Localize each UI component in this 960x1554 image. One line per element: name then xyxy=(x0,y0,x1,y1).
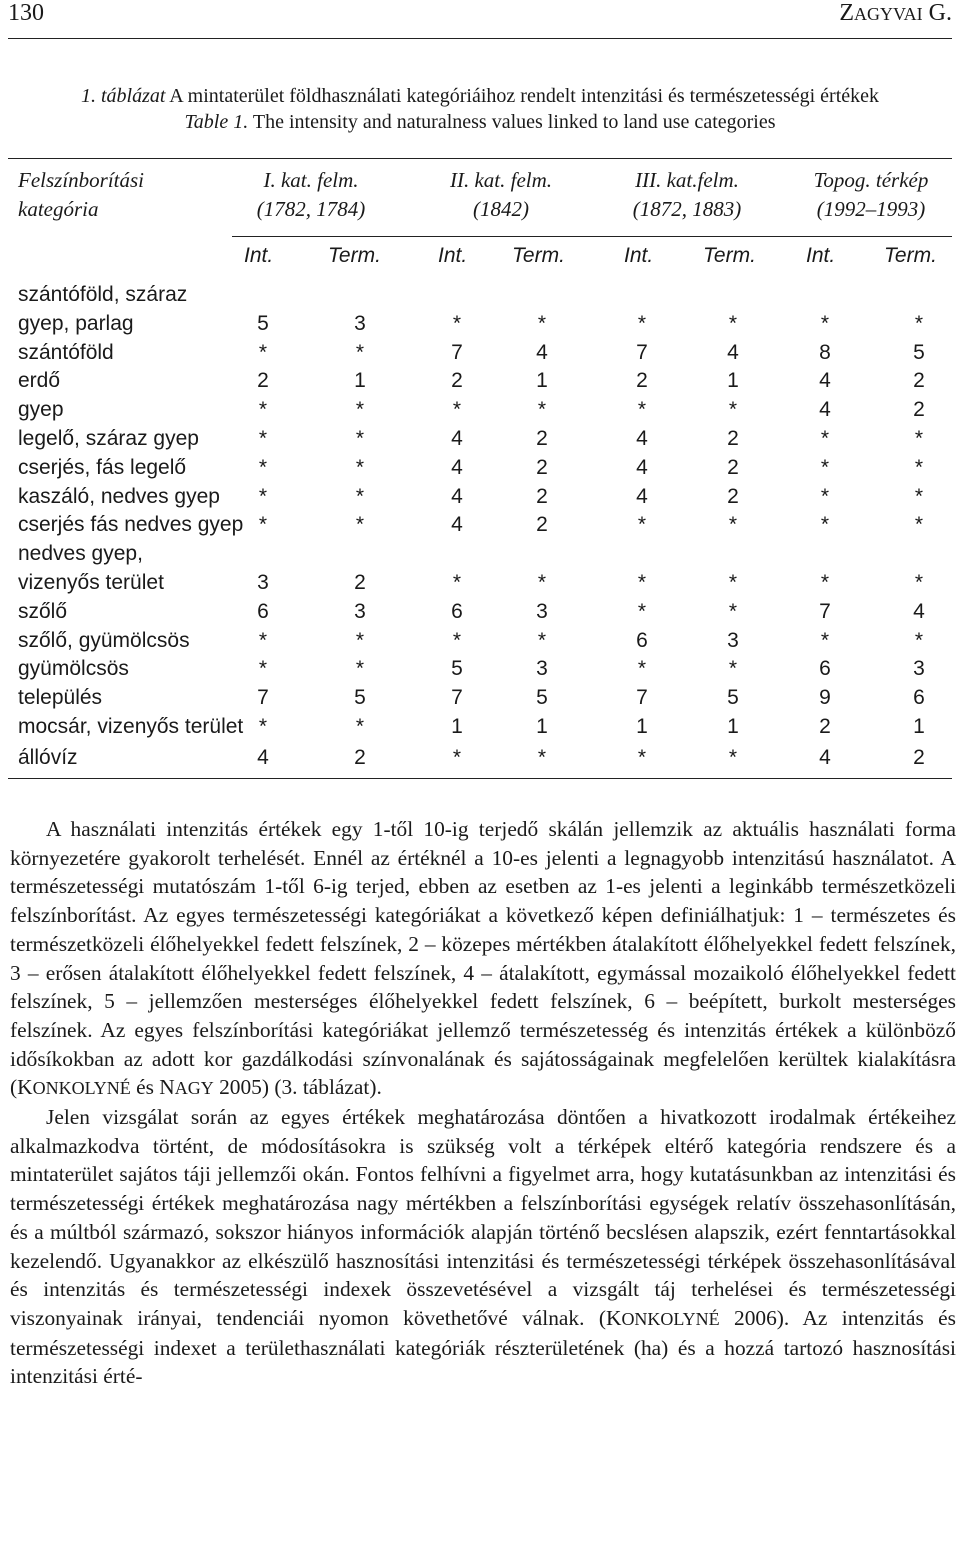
row-label: vizenyős terület xyxy=(18,571,164,594)
table-cell: 3 xyxy=(727,628,739,652)
table-cell: * xyxy=(728,745,738,769)
table-cell: * xyxy=(914,484,924,508)
category-header-line2: kategória xyxy=(18,197,99,221)
period-3-title: III. kat.felm. xyxy=(635,168,739,192)
table-cell: * xyxy=(355,657,365,681)
table-cell: 3 xyxy=(354,311,366,335)
table-cell: 2 xyxy=(913,369,925,393)
table-cell: * xyxy=(728,571,738,594)
table-cell: 9 xyxy=(819,686,831,710)
paragraph-1-text: A használati intenzitás értékek egy 1-től 10-ig terjedő skálán jellemzik az aktuális használati forma környezetére gyakorolt terhelését. Ennél az értéknél a 10-es jelenti a legnagyobb intenzitású használatot. A természetességi mutatószám 1-től 6-ig terjed, ebben az esetben az 1-es jelenti a leginkább természetközeli felszínborítást. Az egyes természetességi kategóriákat a következő képen definiálhatjuk: 1 – természetes és természetközeli élőhelyekkel fedett felszínek, 2 – közepes mértékben átalakított élőhelyekkel fedett felszínek, 3 – erősen átalakított élőhelyekkel fedett felszínek, 4 – átalakított, egymással mozaikoló élőhelyekkel fedett felszínek, 5 – jellemzően mesterséges élőhelyekkel fedett felszínek, 6 – beépített, burkolt mesterséges felszínek. Az egyes felszínborítási kategóriákat jellemző természetesség és intenzitás értékek a különböző idősíkokban az adott kor gazdálkodási színvonalának és sajátosságainak megfelelően kerültek kialakításra ( xyxy=(10,817,956,1100)
author-smallcaps: AGYVAI xyxy=(853,4,923,24)
ref-author-1-initial: K xyxy=(17,1075,33,1100)
table-cell: 8 xyxy=(819,340,831,364)
table-cell: 2 xyxy=(819,715,831,738)
table-cell: 4 xyxy=(451,427,463,450)
table-cell: * xyxy=(258,628,268,652)
table-cell: * xyxy=(637,398,647,422)
table-cell: 6 xyxy=(636,628,648,652)
table-cell: 3 xyxy=(536,657,548,681)
table-cell: * xyxy=(537,571,547,594)
table-cell: 2 xyxy=(636,369,648,393)
table-cell: 4 xyxy=(636,484,648,508)
table-caption-hu xyxy=(0,83,960,109)
table-cell: 6 xyxy=(451,599,463,623)
table-cell: 1 xyxy=(913,715,925,738)
subheader-term-4: Term. xyxy=(884,244,937,267)
table-cell: * xyxy=(820,513,830,537)
table-cell: * xyxy=(820,427,830,450)
ref-author-3-initial: K xyxy=(605,1305,622,1330)
table-cell: * xyxy=(914,513,924,537)
table-cell: 7 xyxy=(451,340,463,364)
table-cell: 4 xyxy=(451,484,463,508)
table-cell: * xyxy=(355,398,365,422)
table-cell: * xyxy=(914,455,924,479)
table-cell: 1 xyxy=(536,369,548,393)
row-label: szőlő, gyümölcsös xyxy=(18,628,190,652)
table-cell: 2 xyxy=(451,369,463,393)
table-cell: 2 xyxy=(913,398,925,422)
row-label: település xyxy=(18,686,103,710)
paragraph-1-tail: 2005) (3. táblázat). xyxy=(213,1075,382,1100)
table-cell: 2 xyxy=(257,369,269,393)
table-cell: * xyxy=(728,657,738,681)
table-cell: * xyxy=(914,427,924,450)
period-1-title: I. kat. felm. xyxy=(263,168,359,192)
table-cell: * xyxy=(820,484,830,508)
table-cell: 4 xyxy=(819,745,831,769)
table-cell: * xyxy=(914,571,924,594)
table-top-rule xyxy=(8,158,952,159)
row-label: gyümölcsös xyxy=(18,657,129,681)
table-cell: 1 xyxy=(451,715,463,738)
table-cell: 5 xyxy=(451,657,463,681)
table-cell: 1 xyxy=(636,715,648,738)
row-label: gyep xyxy=(18,398,64,422)
author-initial: Z xyxy=(839,0,854,26)
table-cell: * xyxy=(637,311,647,335)
table-cell: * xyxy=(258,715,268,738)
ref-author-2-initial: N xyxy=(159,1075,175,1100)
table-cell: 3 xyxy=(354,599,366,623)
table-bottom-rule xyxy=(8,778,952,779)
table-cell: 4 xyxy=(636,427,648,450)
table-cell: * xyxy=(637,599,647,623)
caption-en-label: Table 1. xyxy=(184,111,249,133)
row-label: nedves gyep, xyxy=(18,542,143,566)
row-label: mocsár, vizenyős terület xyxy=(18,715,244,738)
table-cell: * xyxy=(537,628,547,652)
table-cell: * xyxy=(452,745,462,769)
table-cell: * xyxy=(820,311,830,335)
author-name xyxy=(839,0,952,27)
running-header xyxy=(8,0,952,39)
table-cell: * xyxy=(355,427,365,450)
page-number: 130 xyxy=(8,0,44,26)
period-2-title: II. kat. felm. xyxy=(449,168,553,192)
table-cell: * xyxy=(637,513,647,537)
paragraph-2-tail: 2006). Az intenzitás és természetességi indexet a területhasználati kategóriák részterületének (ha) és a hozzá tartozó hasznosítási intenzitási érté- xyxy=(10,1305,956,1389)
table-cell: * xyxy=(728,513,738,537)
period-1-years: (1782, 1784) xyxy=(256,197,366,221)
row-label: erdő xyxy=(18,369,61,393)
table-cell: * xyxy=(637,571,647,594)
table-cell: 1 xyxy=(727,369,739,393)
period-4-title: Topog. térkép xyxy=(813,168,929,192)
table-cell: 4 xyxy=(913,599,925,623)
table-cell: 7 xyxy=(819,599,831,623)
table-cell: 7 xyxy=(636,686,648,710)
table-cell: * xyxy=(820,571,830,594)
caption-hu-label: 1. táblázat xyxy=(80,85,166,107)
subheader-term-2: Term. xyxy=(512,244,565,267)
table-cell: * xyxy=(258,398,268,422)
table-cell: 1 xyxy=(727,715,739,738)
table-cell: 6 xyxy=(819,657,831,681)
table-cell: * xyxy=(537,311,547,335)
subheader-term-3: Term. xyxy=(703,244,756,267)
table-cell: * xyxy=(258,484,268,508)
table-cell: * xyxy=(452,628,462,652)
table-cell: 2 xyxy=(913,745,925,769)
row-label: szántóföld xyxy=(18,340,114,364)
table-caption-en xyxy=(0,109,960,135)
table-cell: * xyxy=(355,340,365,364)
table-cell: * xyxy=(914,311,924,335)
subheader-int-4: Int. xyxy=(806,244,836,267)
row-label: gyep, parlag xyxy=(18,311,134,335)
table-cell: 7 xyxy=(451,686,463,710)
table-cell: 2 xyxy=(536,484,548,508)
ref-author-2-rest: AGY xyxy=(174,1078,214,1099)
table-cell: 2 xyxy=(727,484,739,508)
body-text xyxy=(10,815,956,1391)
subheader-int-1: Int. xyxy=(244,244,274,267)
table-cell: * xyxy=(258,513,268,537)
row-label: szőlő xyxy=(18,599,68,623)
table-cell: 4 xyxy=(536,340,548,364)
table-cell: * xyxy=(637,745,647,769)
table-cell: 5 xyxy=(257,311,269,335)
table-cell: 4 xyxy=(819,398,831,422)
table-cell: 1 xyxy=(354,369,366,393)
paragraph-2-text: Jelen vizsgálat során az egyes értékek meghatározása döntően a hivatkozott irodalmak értékeihez alkalmazkodva történt, de módosításokra is szükség volt a térképek eltérő kategória rendszere és a mintaterület sajátos táji jellemzői okán. Fontos felhívni a figyelmet arra, hogy kutatásunkban az intenzitási és természetességi értékek meghatározása nagy mértékben a felszínborítási egységek relatív összehasonlításán, és a múltból származó, sokszor hiányos információk alapján történő becslésen alapszik, ezért fenntartásokkal kezelendő. Ugyanakkor az elkészülő hasznosítási intenzitási és természetességi térképek összehasonlításával és intenzitás és természetességi indexek összevetésével a vizsgált táj terhelései és természetességi viszonyainak irányai, tendenciái nyomon követhetővé válnak. ( xyxy=(10,1105,956,1330)
paragraph-2 xyxy=(10,1103,956,1391)
table-cell: 5 xyxy=(354,686,366,710)
table-cell: 2 xyxy=(354,745,366,769)
period-2-years: (1842) xyxy=(473,197,529,221)
row-label: kaszáló, nedves gyep xyxy=(18,484,220,508)
table-cell: 4 xyxy=(819,369,831,393)
row-label: legelő, száraz gyep xyxy=(18,427,199,450)
ref-author-1-rest: ONKOLYNÉ xyxy=(32,1078,131,1099)
table-cell: 2 xyxy=(536,455,548,479)
table-cell: 1 xyxy=(536,715,548,738)
row-label: cserjés fás nedves gyep xyxy=(18,513,244,537)
table-cell: 2 xyxy=(727,427,739,450)
table-cell: 5 xyxy=(913,340,925,364)
table-cell: * xyxy=(355,628,365,652)
table-cell: * xyxy=(258,657,268,681)
row-label: állóvíz xyxy=(18,745,78,769)
caption-en-text: The intensity and naturalness values linked to land use categories xyxy=(248,111,776,133)
table-cell: * xyxy=(355,715,365,738)
row-label: cserjés, fás legelő xyxy=(18,455,187,479)
table-cell: * xyxy=(537,398,547,422)
ref-conjunction: és xyxy=(130,1075,160,1100)
table-cell: 4 xyxy=(727,340,739,364)
table-cell: * xyxy=(258,340,268,364)
table-cell: 7 xyxy=(257,686,269,710)
subheader-int-2: Int. xyxy=(438,244,468,267)
table-cell: 6 xyxy=(257,599,269,623)
table-cell: 4 xyxy=(451,513,463,537)
ref-author-3-rest: ONKOLYNÉ xyxy=(621,1308,720,1329)
table-cell: * xyxy=(258,455,268,479)
subheader-term-1: Term. xyxy=(328,244,381,267)
table-cell: 2 xyxy=(536,427,548,450)
period-3-years: (1872, 1883) xyxy=(632,197,742,221)
row-label: szántóföld, száraz xyxy=(18,283,188,306)
table-cell: * xyxy=(820,455,830,479)
table-cell: 4 xyxy=(257,745,269,769)
table-cell: 5 xyxy=(727,686,739,710)
table-cell: 4 xyxy=(636,455,648,479)
table-cell: * xyxy=(728,599,738,623)
table-cell: * xyxy=(914,628,924,652)
table-cell: * xyxy=(537,745,547,769)
table-cell: * xyxy=(355,484,365,508)
table-cell: * xyxy=(452,571,462,594)
table-cell: * xyxy=(820,628,830,652)
table-sub-rule xyxy=(232,236,952,237)
table-cell: * xyxy=(452,398,462,422)
author-suffix: G. xyxy=(922,0,952,26)
table-cell: 3 xyxy=(257,571,269,594)
period-4-years: (1992–1993) xyxy=(816,197,926,221)
table-cell: 6 xyxy=(913,686,925,710)
table-cell: * xyxy=(355,455,365,479)
table-cell: 3 xyxy=(913,657,925,681)
table-cell: * xyxy=(728,398,738,422)
table-cell: * xyxy=(258,427,268,450)
table-cell: * xyxy=(452,311,462,335)
paragraph-1 xyxy=(10,815,956,1103)
table-cell: 2 xyxy=(354,571,366,594)
table-cell: 5 xyxy=(536,686,548,710)
table-cell: * xyxy=(637,657,647,681)
table-cell: 7 xyxy=(636,340,648,364)
subheader-int-3: Int. xyxy=(624,244,654,267)
category-header-line1: Felszínborítási xyxy=(18,168,145,192)
caption-hu-text: A mintaterület földhasználati kategóriáihoz rendelt intenzitási és természetességi értékek xyxy=(165,85,880,107)
table-cell: 2 xyxy=(727,455,739,479)
table-cell: 3 xyxy=(536,599,548,623)
table-cell: * xyxy=(728,311,738,335)
table-cell: * xyxy=(355,513,365,537)
table-cell: 2 xyxy=(536,513,548,537)
table-cell: 4 xyxy=(451,455,463,479)
